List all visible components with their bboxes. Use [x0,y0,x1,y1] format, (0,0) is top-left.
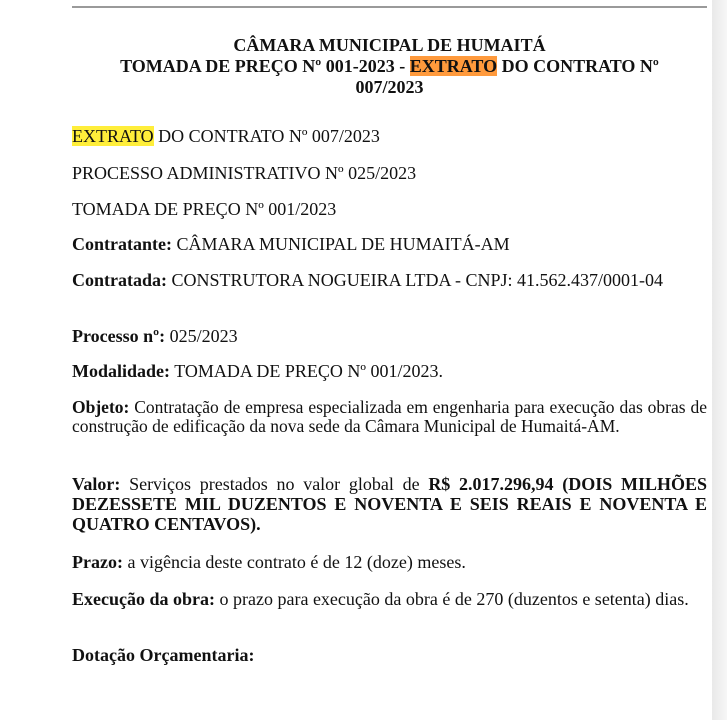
contratante-value: CÂMARA MUNICIPAL DE HUMAITÁ-AM [171,234,510,254]
document-header [72,35,707,98]
contratante-line [72,234,707,254]
modalidade-line [72,361,707,381]
header-subtitle [72,56,707,77]
page-top-rule [72,6,707,8]
prazo-line [72,552,707,572]
valor-text: Serviços prestados no valor global de [120,474,429,494]
objeto-label: Objeto: [72,397,130,417]
processo-label: Processo nº: [72,326,166,346]
contratada-value: CONSTRUTORA NOGUEIRA LTDA - CNPJ: 41.562.437/0001-04 [167,270,664,290]
dotacao-label: Dotação Orçamentaria: [72,645,255,665]
modalidade-value: TOMADA DE PREÇO Nº 001/2023. [170,361,443,381]
objeto-value: Contratação de empresa especializada em engenharia para execução das obras de construção de edificação da nova sede da Câmara Municipal de Humaitá-AM. [72,397,707,436]
processo-administrativo-line: PROCESSO ADMINISTRATIVO Nº 025/2023 [72,163,417,183]
contratada-line [72,270,707,290]
prazo-label: Prazo: [72,552,123,572]
extrato-rest: DO CONTRATO Nº 007/2023 [153,126,380,146]
prazo-value: a vigência deste contrato é de 12 (doze) meses. [122,552,466,572]
search-highlight: EXTRATO [72,126,154,146]
contratada-label: Contratada: [72,270,167,290]
header-subtitle-post: DO CONTRATO Nº [497,56,659,76]
valor-paragraph [72,474,707,534]
header-title: CÂMARA MUNICIPAL DE HUMAITÁ [233,35,546,55]
valor-amount: R$ 2.017.296,94 (DOIS MILHÕES DEZESSETE MIL DUZENTOS E NOVENTA E SEIS REAIS E NOVENTA E QUATRO CENTAVOS). [72,474,707,534]
processo-line [72,326,707,346]
search-highlight-current: EXTRATO [409,56,498,76]
header-contract-number: 007/2023 [355,77,424,97]
header-subtitle-pre: TOMADA DE PREÇO Nº 001-2023 - [120,56,410,76]
processo-value: 025/2023 [165,326,238,346]
modalidade-label: Modalidade: [72,361,171,381]
extrato-line [72,126,707,146]
page-edge-shadow [712,0,727,720]
execucao-label: Execução da obra: [72,589,215,609]
tomada-preco-line: TOMADA DE PREÇO Nº 001/2023 [72,199,337,219]
contratante-label: Contratante: [72,234,172,254]
valor-label: Valor: [72,474,121,494]
objeto-paragraph [72,398,707,436]
execucao-value: o prazo para execução da obra é de 270 (duzentos e setenta) dias. [215,589,689,609]
dotacao-line [72,645,707,665]
execucao-paragraph [72,589,707,609]
